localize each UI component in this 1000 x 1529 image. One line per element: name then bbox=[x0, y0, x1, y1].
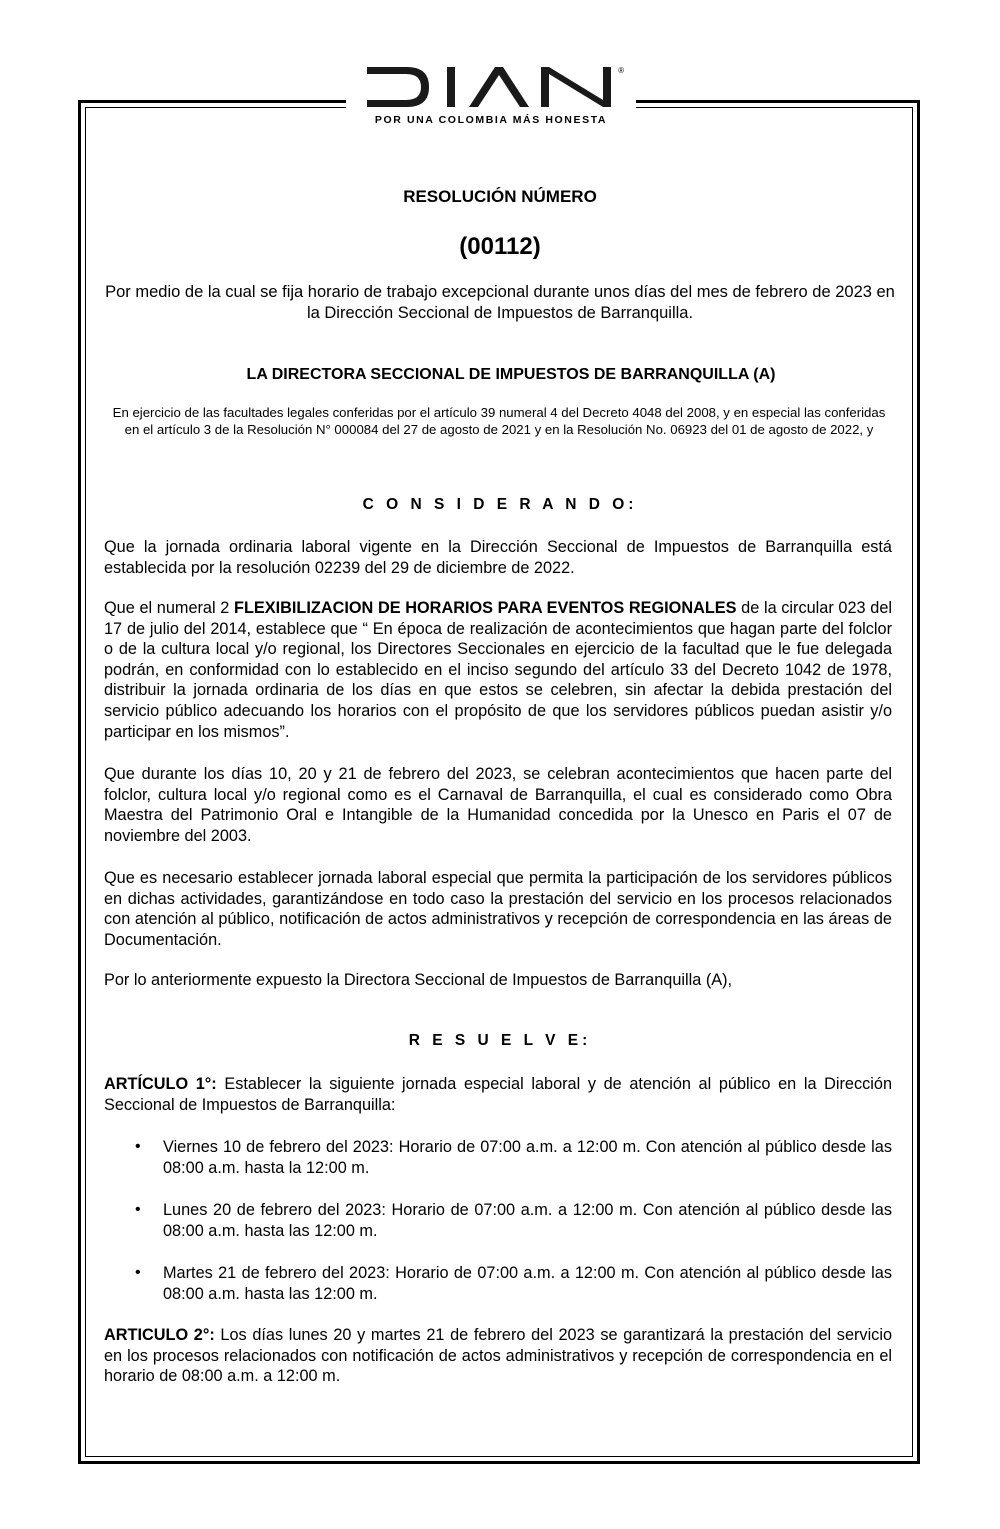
articulo-1: ARTÍCULO 1°: Establecer la siguiente jornada especial laboral y de atención al público en la Dirección Seccional de Impuestos de Barranquilla: bbox=[104, 1075, 892, 1114]
articulo-1-label: ARTÍCULO 1°: bbox=[104, 1075, 217, 1093]
list-item: • Martes 21 de febrero del 2023: Horario de 07:00 a.m. a 12:00 m. Con atención al público desde las 08:00 a.m. hasta las 12:00 m. bbox=[135, 1264, 892, 1303]
bullet-icon: • bbox=[135, 1201, 141, 1218]
list-item: • Viernes 10 de febrero del 2023: Horario de 07:00 a.m. a 12:00 m. Con atención al público desde las 08:00 a.m. hasta la 12:00 m. bbox=[135, 1138, 892, 1177]
bullet-icon: • bbox=[135, 1264, 141, 1281]
list-item: • Lunes 20 de febrero del 2023: Horario de 07:00 a.m. a 12:00 m. Con atención al público desde las 08:00 a.m. hasta las 12:00 m. bbox=[135, 1201, 892, 1240]
circular-section-title: FLEXIBILIZACION DE HORARIOS PARA EVENTOS REGIONALES bbox=[234, 599, 737, 617]
dian-wordmark-icon bbox=[363, 64, 619, 110]
legal-powers: En ejercicio de las facultades legales conferidas por el artículo 39 numeral 4 del Decreto 4048 del 2008, y en especial las conferidas en el artículo 3 de la Resolución N° 000084 del 27 de agosto de 2021 y en la Resolución No. 06923 del 01 de agosto de 2022, y bbox=[112, 405, 886, 437]
resolution-number: (00112) bbox=[459, 233, 541, 260]
articulo-2: ARTICULO 2°: Los días lunes 20 y martes 21 de febrero del 2023 se garantizará la prestación del servicio en los procesos relacionados con notificación de actos administrativos y recepción de correspondencia en el horario de 08:00 a.m. a 12:00 m. bbox=[104, 1326, 892, 1386]
considerando-paragraph-3: Que durante los días 10, 20 y 21 de febrero del 2023, se celebran acontecimientos que hacen parte del folclor, cultura local y/o regional como es el Carnaval de Barranquilla, el cual es considerado como Obra Maestra del Patrimonio Oral e Intangible de la Humanidad concedida por la Unesco en Paris el 07 de noviembre del 2003. bbox=[104, 765, 892, 845]
considerando-heading: C O N S I D E R A N D O: bbox=[362, 496, 638, 513]
considerando-paragraph-1: Que la jornada ordinaria laboral vigente en la Dirección Seccional de Impuestos de Barranquilla está establecida por la resolución 02239 del 29 de diciembre de 2022. bbox=[104, 538, 892, 577]
dian-logo bbox=[346, 64, 636, 140]
bullet-icon: • bbox=[135, 1138, 141, 1155]
resuelve-heading: R E S U E L V E: bbox=[408, 1032, 592, 1049]
resolution-subject: Por medio de la cual se fija horario de trabajo excepcional durante unos días del mes de febrero de 2023 en la Dirección Seccional de Impuestos de Barranquilla. bbox=[105, 283, 895, 322]
considerando-paragraph-4: Que es necesario establecer jornada laboral especial que permita la participación de los servidores públicos en dichas actividades, garantizándose en todo caso la prestación del servicio en los procesos relacionados con atención al público, notificación de actos administrativos y recepción de correspondencia en las áreas de Documentación. bbox=[104, 869, 892, 949]
registered-mark: ® bbox=[618, 66, 624, 75]
issuing-authority: LA DIRECTORA SECCIONAL DE IMPUESTOS DE BARRANQUILLA (A) bbox=[246, 366, 776, 383]
logo-tagline: POR UNA COLOMBIA MÁS HONESTA bbox=[374, 114, 608, 126]
considerando-paragraph-2: Que el numeral 2 FLEXIBILIZACION DE HORARIOS PARA EVENTOS REGIONALES de la circular 023 del 17 de julio del 2014, establece que “ En época de realización de acontecimientos que hagan parte del folclor o de la cultura local y/o regional, los Directores Seccionales en ejercicio de la facultad que le fue delegada podrán, en conformidad con lo establecido en el inciso segundo del artículo 33 del Decreto 1042 de 1978, distribuir la jornada ordinaria de los días en que estos se celebren, sin afectar la debida prestación del servicio público adecuando los horarios con el propósito de que los servidores públicos puedan asistir y/o participar en los mismos”. bbox=[104, 599, 892, 741]
articulo-2-label: ARTICULO 2°: bbox=[104, 1326, 215, 1344]
considerando-paragraph-5: Por lo anteriormente expuesto la Directora Seccional de Impuestos de Barranquilla (A), bbox=[104, 971, 733, 989]
resolution-title: RESOLUCIÓN NÚMERO bbox=[403, 187, 597, 206]
